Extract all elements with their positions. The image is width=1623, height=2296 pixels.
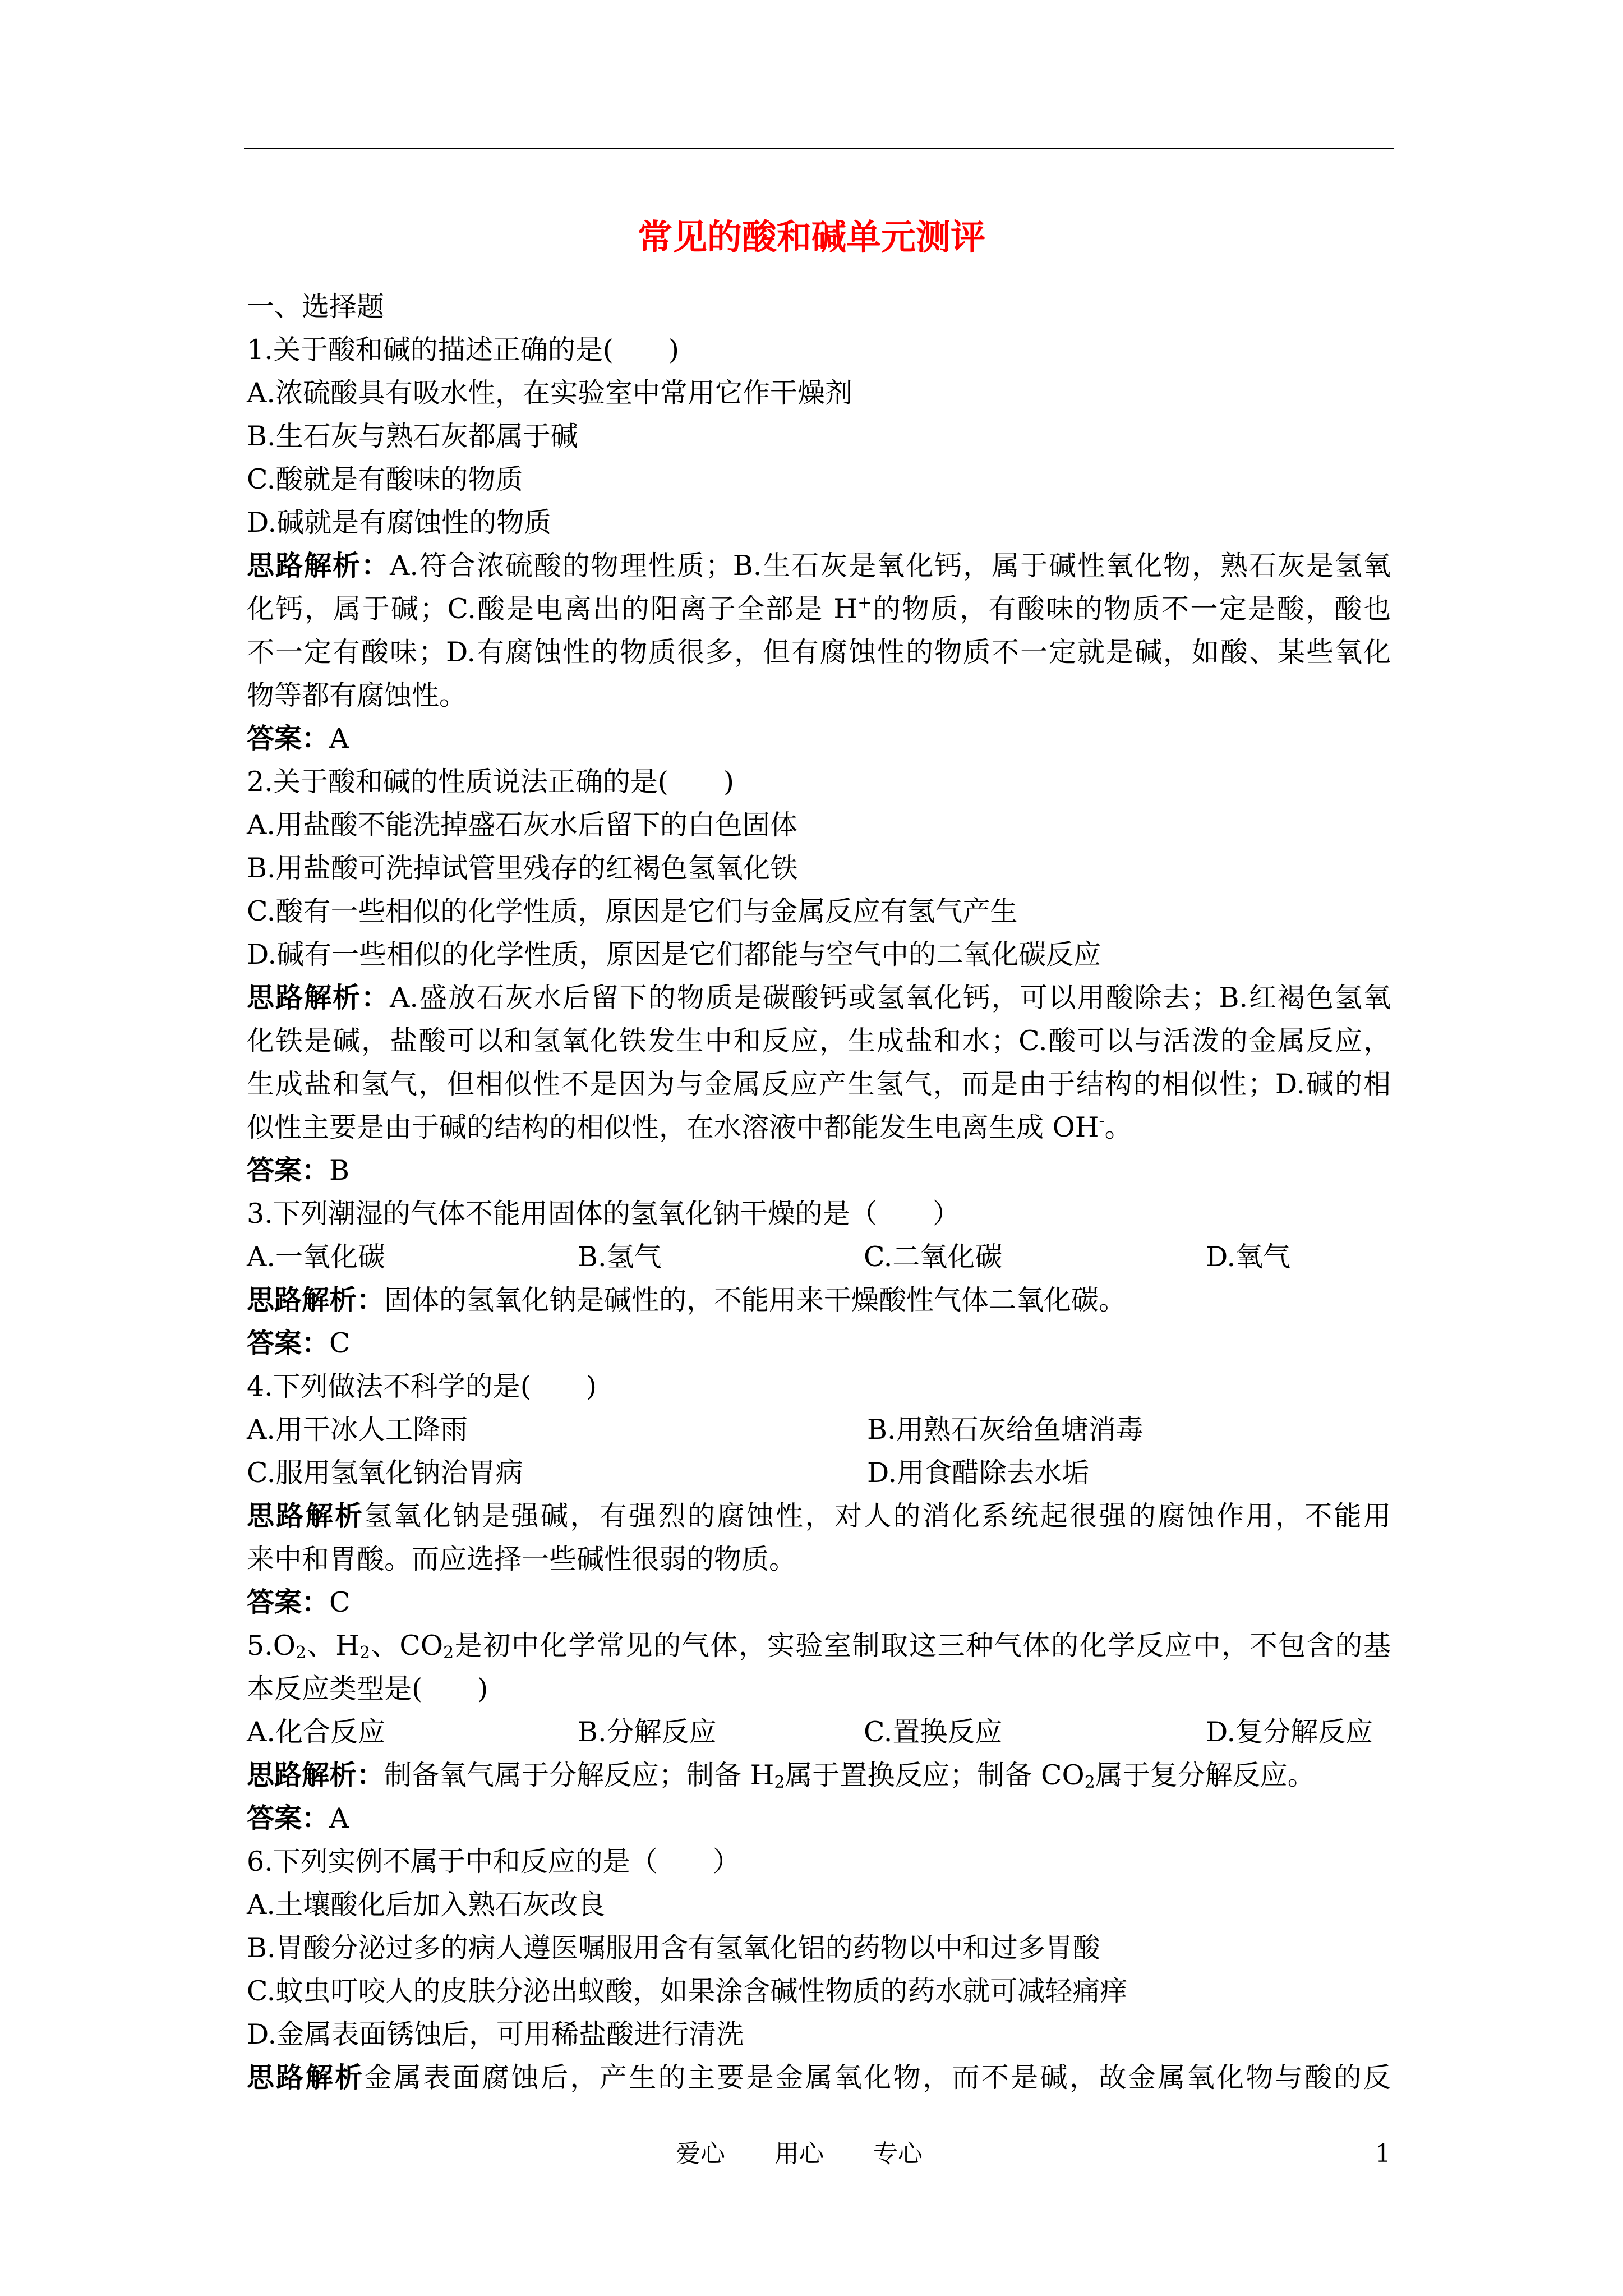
analysis-label: 思路解析： [247, 1759, 385, 1791]
question-4-answer: 答案：C [247, 1586, 351, 1618]
question-3-options [247, 1235, 1391, 1278]
question-4-option-b: B.用熟石灰给鱼塘消毒 [867, 1414, 1144, 1446]
question-1-analysis-line-2: 化钙，属于碱；C.酸是电离出的阳离子全部是 H+的物质，有酸味的物质不一定是酸，酸也 [247, 593, 1391, 625]
question-3-analysis: 思路解析：固体的氢氧化钠是碱性的，不能用来干燥酸性气体二氧化碳。 [247, 1283, 1127, 1316]
question-4-analysis-line-1: 思路解析氢氧化钠是强碱，有强烈的腐蚀性，对人的消化系统起很强的腐蚀作用，不能用 [247, 1499, 1391, 1532]
question-1-answer: 答案：A [247, 722, 349, 754]
question-2-stem: 2.关于酸和碱的性质说法正确的是( ) [247, 766, 734, 798]
analysis-label: 思路解析 [247, 2061, 365, 2093]
question-2-analysis-line-2: 化铁是碱，盐酸可以和氢氧化铁发生中和反应，生成盐和水；C.酸可以与活泼的金属反应， [247, 1025, 1391, 1057]
question-2-analysis-line-4: 似性主要是由于碱的结构的相似性，在水溶液中都能发生电离生成 OH-。 [247, 1111, 1132, 1143]
answer-label: 答案： [247, 1327, 330, 1359]
question-5-options [247, 1710, 1391, 1754]
question-4-analysis-line-2: 来中和胃酸。而应选择一些碱性很弱的物质。 [247, 1543, 797, 1575]
question-2-option-d: D.碱有一些相似的化学性质，原因是它们都能与空气中的二氧化碳反应 [247, 938, 1101, 970]
question-2-answer: 答案：B [247, 1154, 350, 1186]
question-6-stem: 6.下列实例不属于中和反应的是（ ） [247, 1846, 740, 1878]
question-5-option-d: D.复分解反应 [1206, 1716, 1373, 1748]
question-6-option-b: B.胃酸分泌过多的病人遵医嘱服用含有氢氧化铝的药物以中和过多胃酸 [247, 1932, 1100, 1964]
question-6-analysis-line-1: 思路解析金属表面腐蚀后，产生的主要是金属氧化物，而不是碱，故金属氧化物与酸的反 [247, 2061, 1391, 2093]
question-1-stem: 1.关于酸和碱的描述正确的是( ) [247, 334, 679, 366]
question-5-analysis: 思路解析：制备氧气属于分解反应；制备 $H_2$属于置换反应；制备 $CO_2$属于复分解反应。 [247, 1759, 1315, 1792]
question-1-option-d: D.碱就是有腐蚀性的物质 [247, 507, 552, 539]
analysis-label: 思路解析： [247, 1283, 385, 1316]
question-6-option-c: C.蚊虫叮咬人的皮肤分泌出蚁酸，如果涂含碱性物质的药水就可减轻痛痒 [247, 1975, 1128, 2007]
question-4-stem: 4.下列做法不科学的是( ) [247, 1370, 597, 1402]
question-4-options-row-2 [247, 1451, 1391, 1494]
question-1-option-a: A.浓硫酸具有吸水性，在实验室中常用它作干燥剂 [247, 377, 852, 409]
section-heading: 一、选择题 [247, 291, 385, 323]
question-4-option-c: C.服用氢氧化钠治胃病 [247, 1457, 523, 1489]
answer-label: 答案： [247, 722, 330, 754]
question-4-option-a: A.用干冰人工降雨 [247, 1414, 468, 1446]
question-3-option-a: A.一氧化碳 [247, 1241, 385, 1273]
page-title: 常见的酸和碱单元测评 [637, 217, 985, 257]
question-2-option-c: C.酸有一些相似的化学性质，原因是它们与金属反应有氢气产生 [247, 895, 1018, 927]
question-6-option-d: D.金属表面锈蚀后，可用稀盐酸进行清洗 [247, 2018, 744, 2050]
page-number: 1 [1375, 2139, 1391, 2168]
answer-label: 答案： [247, 1154, 330, 1186]
analysis-label: 思路解析： [247, 549, 390, 582]
question-5-option-b: B.分解反应 [578, 1716, 717, 1748]
answer-label: 答案： [247, 1586, 330, 1618]
question-5-option-a: A.化合反应 [247, 1716, 385, 1748]
question-2-option-b: B.用盐酸可洗掉试管里残存的红褐色氢氧化铁 [247, 852, 798, 884]
question-3-answer: 答案：C [247, 1327, 351, 1359]
question-5-stem-line-1: $5.O_2$、$H_2$、$CO_2$是初中化学常见的气体，实验室制取这三种气体的化学反应中，不包含的基 [247, 1630, 1391, 1663]
question-1-analysis-line-3: 不一定有酸味；D.有腐蚀性的物质很多，但有腐蚀性的物质不一定就是碱，如酸、某些氧化 [247, 636, 1391, 668]
question-2-option-a: A.用盐酸不能洗掉盛石灰水后留下的白色固体 [247, 809, 797, 841]
question-5-answer: 答案：A [247, 1802, 349, 1834]
analysis-label: 思路解析： [247, 981, 390, 1014]
question-3-option-b: B.氢气 [578, 1241, 662, 1273]
question-6-option-a: A.土壤酸化后加入熟石灰改良 [247, 1889, 605, 1921]
question-2-analysis-line-3: 生成盐和氢气，但相似性不是因为与金属反应产生氢气，而是由于结构的相似性；D.碱的相 [247, 1068, 1391, 1100]
question-5-stem-line-2: 本反应类型是( ) [247, 1673, 488, 1705]
document-body [247, 285, 1391, 2099]
question-1-analysis-line-4: 物等都有腐蚀性。 [247, 679, 467, 711]
header-rule [244, 148, 1394, 149]
question-5-option-c: C.置换反应 [864, 1716, 1003, 1748]
question-2-analysis-line-1: 思路解析：A.盛放石灰水后留下的物质是碳酸钙或氢氧化钙，可以用酸除去；B.红褐色氢氧 [247, 981, 1391, 1014]
question-4-option-d: D.用食醋除去水垢 [867, 1457, 1090, 1489]
question-1-analysis-line-1: 思路解析：A.符合浓硫酸的物理性质；B.生石灰是氧化钙，属于碱性氧化物，熟石灰是氢氧 [247, 549, 1391, 582]
question-3-option-c: C.二氧化碳 [864, 1241, 1003, 1273]
analysis-label: 思路解析 [247, 1499, 365, 1532]
question-3-option-d: D.氧气 [1206, 1241, 1291, 1273]
question-4-options-row-1 [247, 1408, 1391, 1451]
question-1-option-b: B.生石灰与熟石灰都属于碱 [247, 420, 578, 452]
question-3-stem: 3.下列潮湿的气体不能用固体的氢氧化钠干燥的是（ ） [247, 1198, 960, 1230]
answer-label: 答案： [247, 1802, 330, 1834]
footer-motto: 爱心 用心 专心 [676, 2139, 923, 2168]
question-1-option-c: C.酸就是有酸味的物质 [247, 463, 523, 495]
